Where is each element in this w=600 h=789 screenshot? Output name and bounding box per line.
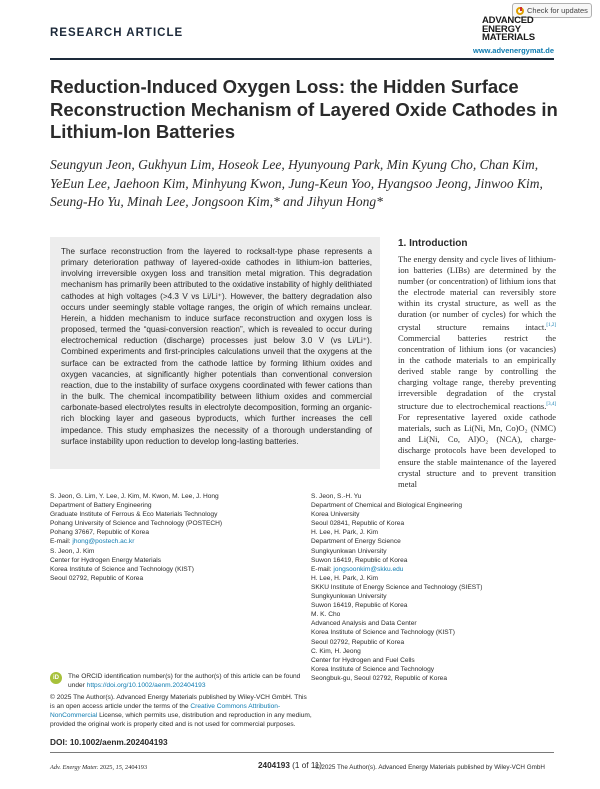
footer-page-of: (1 of 11) (292, 761, 323, 770)
affiliation-line: Pohang University of Science and Technology (POSTECH) (50, 520, 223, 528)
affiliation-line: Seongbuk-gu, Seoul 02792, Republic of Korea (311, 674, 448, 682)
footer-page-id: 2404193 (258, 761, 290, 770)
affiliation-line: Department of Chemical and Biological Engineering (311, 502, 463, 510)
affiliation-line: Graduate Institute of Ferrous & Eco Materials Technology (50, 511, 218, 519)
journal-url-link[interactable]: www.advenergymat.de (473, 46, 554, 55)
journal-logo-line: ADVANCED (482, 15, 534, 26)
footer-year: 2025, (99, 764, 115, 771)
footer-divider (50, 752, 554, 753)
update-icon (516, 7, 524, 15)
affiliation-line: Center for Hydrogen and Fuel Cells (311, 656, 415, 664)
affiliation-line: S. Jeon, G. Lim, Y. Lee, J. Kim, M. Kwon, M. Lee, J. Hong (50, 493, 219, 500)
email-link[interactable]: jhong@postech.ac.kr (72, 538, 135, 546)
affiliations-left (50, 492, 300, 583)
affiliation-line: H. Lee, H. Park, J. Kim (311, 574, 379, 582)
affiliation-line: Seoul 02792, Republic of Korea (311, 638, 405, 646)
affiliation-line: Department of Energy Science (311, 538, 401, 546)
license-text: © 2025 The Author(s). Advanced Energy Materials published by Wiley-VCH GmbH. This is an open access article under the terms of the (50, 694, 307, 711)
intro-text: The energy density and cycle lives of lithium-ion batteries (LIBs) are determined by the number (or concentration) of lithium ions that the electrode material can reversibly store within its crystal structure, as well as the duration (or number of cycles) for which the crystal structure remains intact. (398, 254, 556, 333)
email-link[interactable]: jongsoonkim@skku.edu (333, 565, 404, 573)
affiliation-line: Korea University (311, 511, 360, 519)
orcid-icon: iD (50, 672, 62, 684)
journal-logo-line: MATERIALS (482, 32, 535, 43)
affiliation-line: Sungkyunkwan University (311, 593, 387, 601)
affiliation-line: Seoul 02792, Republic of Korea (50, 574, 144, 582)
footer-page-number (258, 761, 322, 770)
affiliation-line: Korea Institute of Science and Technology (KIST) (311, 629, 455, 637)
affiliation-line: Pohang 37667, Republic of Korea (50, 529, 149, 537)
email-label: E-mail: (50, 538, 73, 546)
affiliation-line: M. K. Cho (311, 611, 341, 619)
affiliation-email-line (311, 565, 561, 574)
doi-label: DOI: 10.1002/aenm.202404193 (50, 737, 168, 747)
license-notice (50, 693, 312, 729)
footer-volume: 15, (115, 764, 124, 771)
footer-citation (50, 764, 147, 771)
affiliations-right (311, 492, 561, 683)
affiliation-line: Sungkyunkwan University (311, 547, 387, 555)
affiliation-line: Center for Hydrogen Energy Materials (50, 556, 162, 564)
orcid-text (68, 672, 312, 690)
citation-link[interactable]: [1,2] (546, 323, 556, 329)
check-for-updates-label: Check for updates (527, 6, 588, 15)
section-label: RESEARCH ARTICLE (50, 27, 184, 39)
intro-text: Commercial batteries restrict the concentration of lithium ions (or vacancies) in the cathode materials to an empirically derived stable range by controlling the charging voltage range, thereby preventing irreversible degradation of the crystal structure due to electrochemical reactions. (398, 333, 556, 412)
affiliation-email-line (50, 537, 300, 546)
journal-logo-line: ENERGY (482, 23, 521, 35)
footer-journal-abbrev: Adv. Energy Mater. (50, 764, 99, 771)
affiliation-line: S. Jeon, J. Kim (50, 547, 95, 555)
introduction-heading: 1. Introduction (398, 238, 468, 249)
affiliation-line: H. Lee, H. Park, J. Kim (311, 529, 379, 537)
footer-copyright: © 2025 The Author(s). Advanced Energy Materials published by Wiley-VCH GmbH (315, 764, 545, 771)
email-label: E-mail: (311, 565, 334, 573)
header-divider (50, 58, 554, 60)
article-title: Reduction-Induced Oxygen Loss: the Hidden Surface Reconstruction Mechanism of Layered Oxide Cathodes in Lithium-Ion Batteries (50, 76, 558, 142)
affiliation-line: C. Kim, H. Jeong (311, 647, 361, 655)
author-list: Seungyun Jeon, Gukhyun Lim, Hoseok Lee, Hyunyoung Park, Min Kyung Cho, Chan Kim, YeEun Lee, Jaehoon Kim, Minhyung Kwon, Jung-Keun Yoo, Hyangsoo Jeong, Jinwoo Kim, Seung-Ho Yu, Minah Lee, Jongsoon Kim,* and Jihyun Hong* (50, 157, 543, 209)
affiliation-line: Korea Institute of Science and Technology (KIST) (50, 565, 194, 573)
license-link[interactable]: Creative Commons Attribution-NonCommercial (50, 703, 281, 720)
license-text: License, which permits use, distribution and reproduction in any medium, provided the original work is properly cited and is not used for commercial purposes. (50, 712, 312, 729)
affiliation-line: Suwon 16419, Republic of Korea (311, 556, 408, 564)
affiliation-line: Suwon 16419, Republic of Korea (311, 602, 408, 610)
affiliation-line: Department of Battery Engineering (50, 502, 152, 510)
affiliation-line: Advanced Analysis and Data Center (311, 620, 417, 628)
affiliation-line: Korea Institute of Science and Technology (311, 665, 435, 673)
affiliation-line: SKKU Institute of Energy Science and Technology (SIEST) (311, 583, 483, 591)
abstract-text: The surface reconstruction from the layered to rocksalt-type phase represents a primary deterioration pathway of layered-oxide cathodes in lithium-ion batteries, involving irreversible oxygen loss and transition metal migration. This degradation mechanism has primarily been attributed to the oxidative instability of highly delithiated cathodes at high voltages (>4.3 V vs Li/Li⁺). However, the battery degradation also occurs under seemingly stable voltage ranges, the origin of which remains unclear. Herein, a hidden mechanism to induce surface reconstruction and oxygen loss is proposed, termed the “quasi-conversion reaction”, which is revealed to occur during electrochemical reduction (discharge) processes just below 3.0 V (vs Li/Li⁺). Combined experiments and first-principles calculations unveil that the oxygens at the surface can be extracted from the cathode lattice by forming lithium oxides and oxygen vacancies, at significantly higher potentials than conventional conversion reaction, due to the instability of surface oxygens coordinated with fewer cations than in the bulk. The chemical incompatibility between lithium oxides and commercial carbonate-based electrolytes results in electrolyte decomposition, forming an organic-rich blocking layer and gaseous byproducts, which further increases the cell impedance. This study emphasizes the necessity of a thorough understanding of surface instability upon reduction to develop long-lasting batteries. (61, 247, 372, 446)
affiliation-line: S. Jeon, S.-H. Yu (311, 493, 362, 500)
orcid-sentence: The ORCID identification number(s) for the author(s) of this article can be found under (68, 673, 301, 690)
introduction-body (398, 254, 556, 490)
orcid-doi-link[interactable]: https://doi.org/10.1002/aenm.202404193 (86, 682, 206, 690)
affiliation-line: Seoul 02841, Republic of Korea (311, 520, 405, 528)
citation-link[interactable]: [3,4] (546, 402, 556, 408)
intro-text: For representative layered oxide cathode materials, such as Li(Ni, Mn, Co)O₂ (NMC) and Li(Ni, Co, Al)O₂ (NCA), charge-discharge protocols have been developed to ensure the stable maintenance of the layered crystal structure and to prevent transition metal (398, 412, 556, 489)
journal-logo (482, 17, 554, 43)
footer-article-no: 2404193 (125, 764, 148, 771)
orcid-notice (50, 672, 312, 690)
